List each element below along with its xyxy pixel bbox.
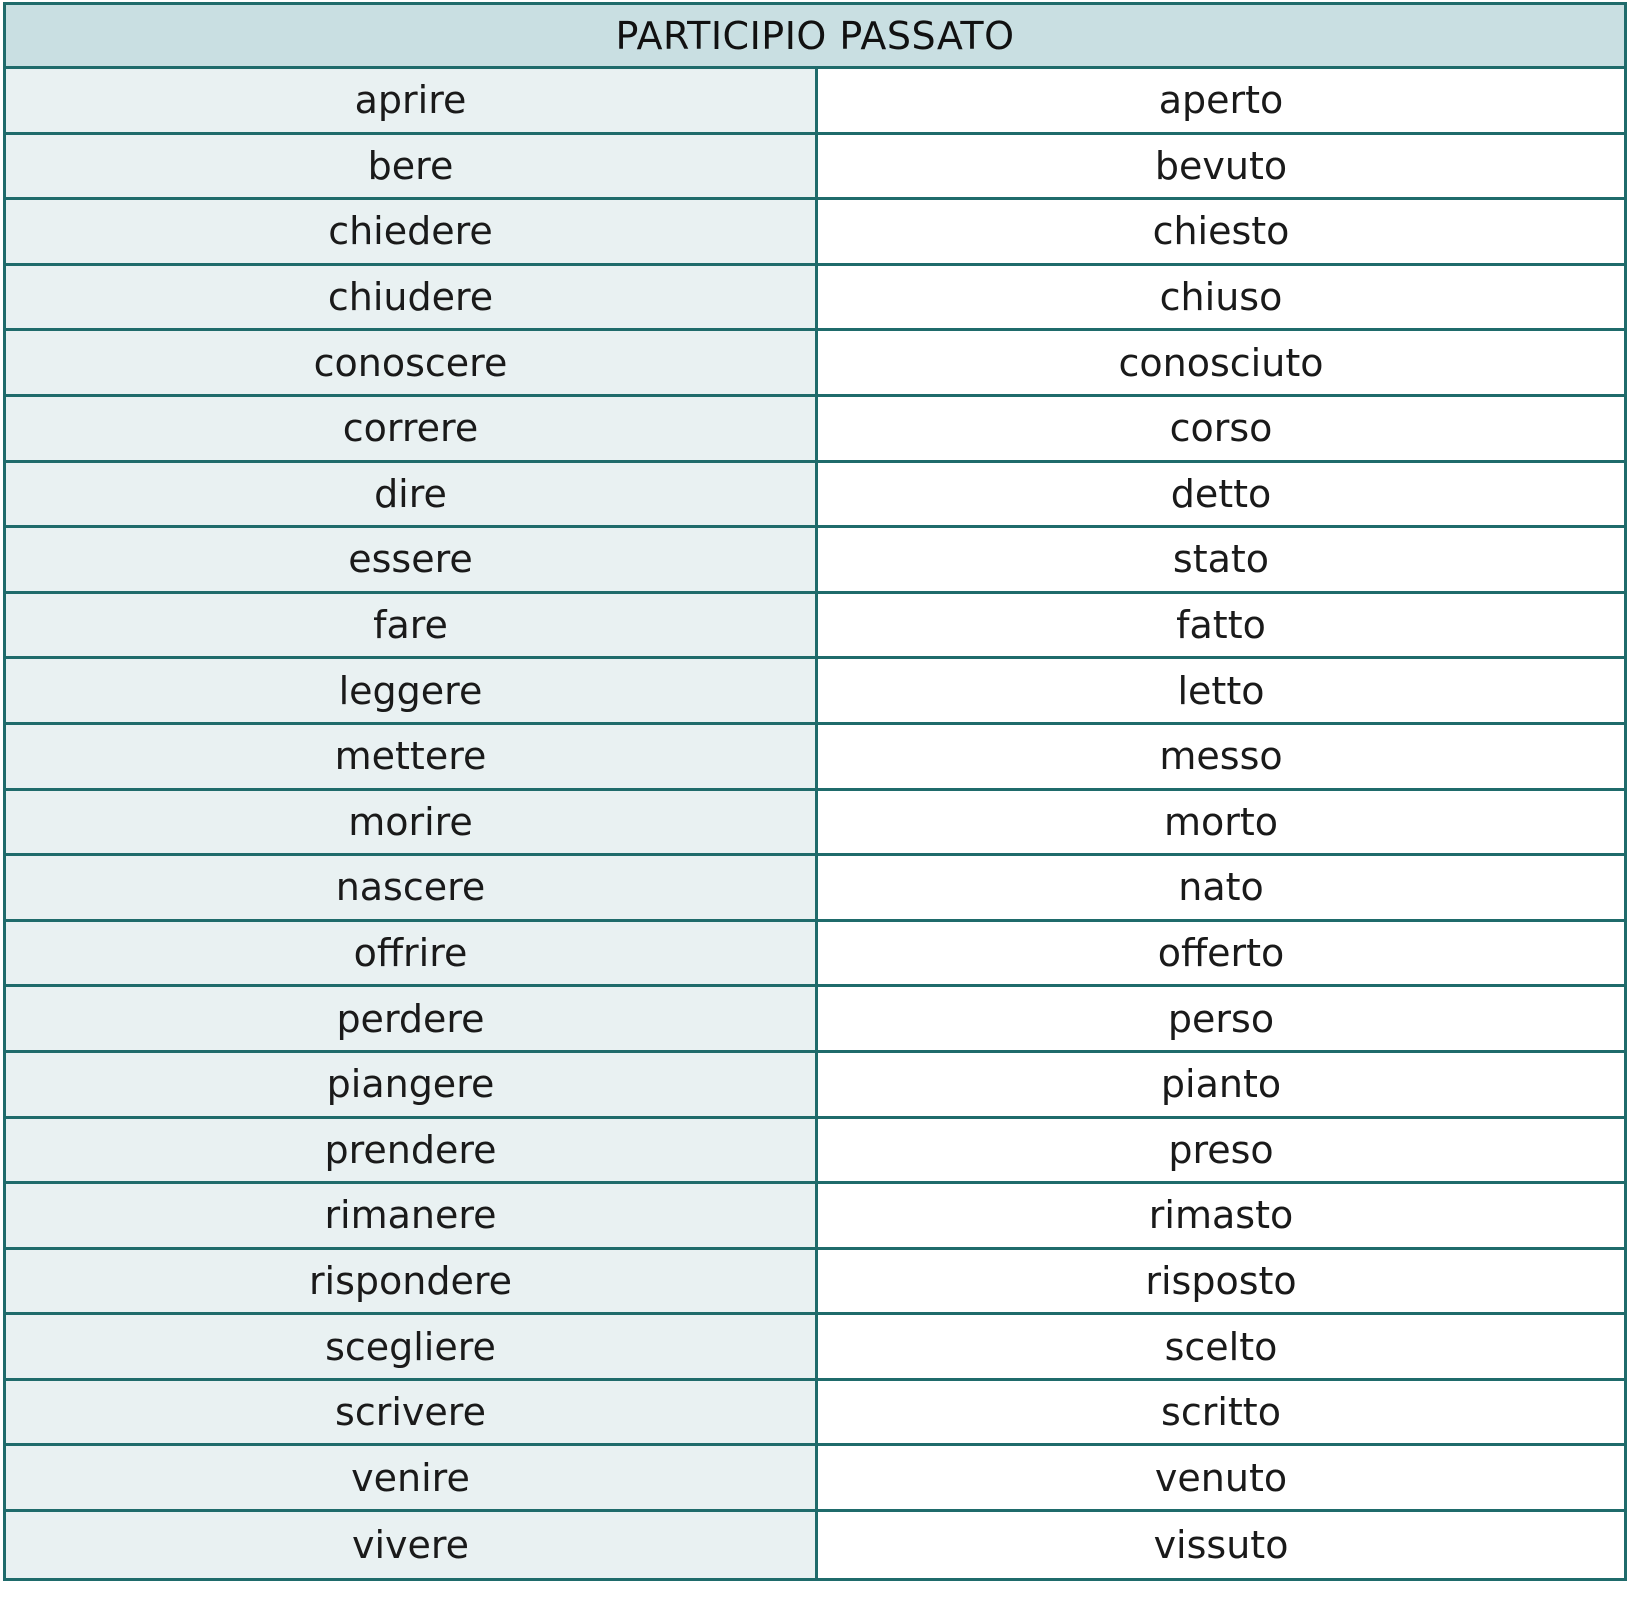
participle-cell: scritto: [818, 1381, 1624, 1444]
table-row: [6, 594, 1624, 660]
table-row: [6, 987, 1624, 1053]
infinitive-cell: offrire: [6, 922, 818, 985]
table-row: [6, 463, 1624, 529]
participle-cell: morto: [818, 791, 1624, 854]
participle-cell: messo: [818, 725, 1624, 788]
participle-cell: fatto: [818, 594, 1624, 657]
infinitive-cell: fare: [6, 594, 818, 657]
infinitive-cell: scegliere: [6, 1315, 818, 1378]
infinitive-cell: dire: [6, 463, 818, 526]
table-row: [6, 725, 1624, 791]
participle-cell: bevuto: [818, 135, 1624, 198]
table-row: [6, 1119, 1624, 1185]
table-row: [6, 69, 1624, 135]
infinitive-cell: rimanere: [6, 1184, 818, 1247]
table-row: [6, 1446, 1624, 1512]
participle-cell: corso: [818, 397, 1624, 460]
table-row: [6, 1512, 1624, 1578]
participle-cell: nato: [818, 856, 1624, 919]
infinitive-cell: vivere: [6, 1512, 818, 1578]
table-row: [6, 528, 1624, 594]
participle-cell: conosciuto: [818, 331, 1624, 394]
infinitive-cell: chiudere: [6, 266, 818, 329]
table-row: [6, 1184, 1624, 1250]
infinitive-cell: essere: [6, 528, 818, 591]
participle-cell: letto: [818, 659, 1624, 722]
participle-cell: risposto: [818, 1250, 1624, 1313]
table-row: [6, 397, 1624, 463]
infinitive-cell: conoscere: [6, 331, 818, 394]
infinitive-cell: correre: [6, 397, 818, 460]
participle-cell: vissuto: [818, 1512, 1624, 1578]
table-row: [6, 922, 1624, 988]
table-row: [6, 659, 1624, 725]
infinitive-cell: venire: [6, 1446, 818, 1509]
table-body: [6, 69, 1624, 1578]
participle-cell: venuto: [818, 1446, 1624, 1509]
infinitive-cell: rispondere: [6, 1250, 818, 1313]
table-row: [6, 135, 1624, 201]
table-row: [6, 1053, 1624, 1119]
infinitive-cell: piangere: [6, 1053, 818, 1116]
table-row: [6, 1381, 1624, 1447]
participle-cell: stato: [818, 528, 1624, 591]
participle-cell: preso: [818, 1119, 1624, 1182]
infinitive-cell: perdere: [6, 987, 818, 1050]
infinitive-cell: mettere: [6, 725, 818, 788]
participle-cell: chiesto: [818, 200, 1624, 263]
table-row: [6, 200, 1624, 266]
participle-cell: detto: [818, 463, 1624, 526]
infinitive-cell: aprire: [6, 69, 818, 132]
infinitive-cell: leggere: [6, 659, 818, 722]
table-row: [6, 791, 1624, 857]
infinitive-cell: chiedere: [6, 200, 818, 263]
participle-table: [3, 2, 1627, 1581]
table-row: [6, 331, 1624, 397]
participle-cell: perso: [818, 987, 1624, 1050]
infinitive-cell: bere: [6, 135, 818, 198]
infinitive-cell: nascere: [6, 856, 818, 919]
table-row: [6, 266, 1624, 332]
participle-cell: aperto: [818, 69, 1624, 132]
infinitive-cell: prendere: [6, 1119, 818, 1182]
participle-cell: offerto: [818, 922, 1624, 985]
participle-cell: chiuso: [818, 266, 1624, 329]
infinitive-cell: morire: [6, 791, 818, 854]
participle-cell: pianto: [818, 1053, 1624, 1116]
table-row: [6, 1250, 1624, 1316]
table-row: [6, 1315, 1624, 1381]
table-title: PARTICIPIO PASSATO: [6, 5, 1624, 69]
participle-cell: rimasto: [818, 1184, 1624, 1247]
participle-cell: scelto: [818, 1315, 1624, 1378]
table-row: [6, 856, 1624, 922]
infinitive-cell: scrivere: [6, 1381, 818, 1444]
